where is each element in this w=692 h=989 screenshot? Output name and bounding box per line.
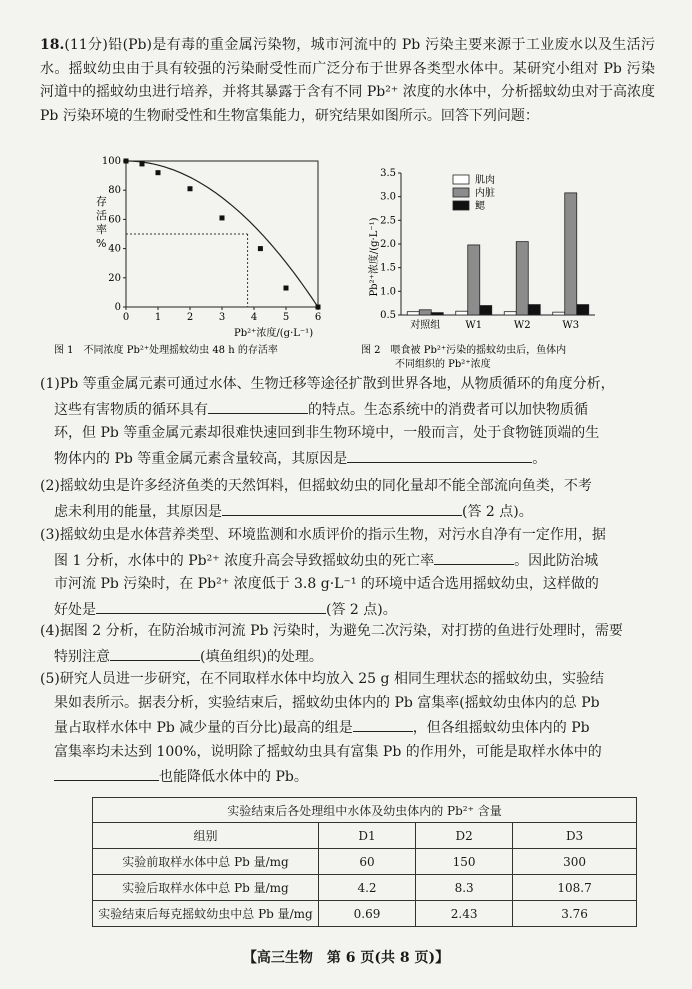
q3-text-f: (答 2 点)。 xyxy=(326,601,397,618)
q1-text-b: 这些有害物质的循环具有 xyxy=(54,401,208,418)
survival-rate-chart xyxy=(50,147,340,362)
fig2-caption-line1: 图 2 喂食被 Pb²⁺污染的摇蚊幼虫后，鱼体内 xyxy=(361,345,567,356)
q5-text-d: ，但各组摇蚊幼虫体内的 Pb xyxy=(412,720,590,736)
fig2-y-tick-label: 2.0 xyxy=(380,239,396,250)
fig2-ylabel: Pb²⁺浓度/(g·L⁻¹) xyxy=(369,217,380,297)
fig2-legend-label: 鳃 xyxy=(475,201,485,212)
q1-text-e: 物体内的 Pb 等重金属元素含量较高，其原因是 xyxy=(54,450,348,467)
fig1-ylabel-4: % xyxy=(96,237,107,250)
fig1-x-tick-label: 5 xyxy=(282,312,290,323)
q3-blank-2[interactable] xyxy=(96,597,326,614)
fig2-y-tick-label: 3.0 xyxy=(380,191,396,203)
table-cell: 0.69 xyxy=(319,901,416,927)
q3-text-e: 好处是 xyxy=(54,601,96,618)
fig1-x-tick-label: 3 xyxy=(218,312,226,323)
fig1-y-tick-label: 20 xyxy=(108,272,121,284)
q5-text-e: 富集率均未达到 100%，说明除了摇蚊幼虫具有富集 Pb 的作用外，可能是取样水体中的 xyxy=(54,743,602,760)
q5-blank-1[interactable] xyxy=(353,715,413,732)
table-header-cell: D1 xyxy=(319,823,416,849)
table-cell: 2.43 xyxy=(416,901,513,927)
fig1-data-point xyxy=(316,305,321,310)
q4-text-a: (4)据图 2 分析，在防治城市河流 Pb 污染时，为避免二次污染，对打捞的鱼进行处理时，需要 xyxy=(40,623,623,639)
table-cell: 8.3 xyxy=(416,875,513,901)
fig1-y-tick-label: 40 xyxy=(108,243,121,255)
fig1-x-tick-label: 0 xyxy=(122,312,130,323)
fig1-data-point xyxy=(124,159,129,164)
table-cell: 150 xyxy=(416,849,513,875)
q5-text-b: 果如表所示。据表分析，实验结束后，摇蚊幼虫体内的 Pb 富集率(摇蚊幼虫体内的总 Pb xyxy=(54,694,600,711)
fig2-category-label: W3 xyxy=(562,320,580,331)
fig1-y-tick-label: 100 xyxy=(101,156,121,167)
fig1-xlabel: Pb²⁺浓度/(g·L⁻¹) xyxy=(234,328,314,339)
fig1-y-tick-label: 60 xyxy=(108,214,121,226)
q3-text-b: 图 1 分析，水体中的 Pb²⁺ 浓度升高会导致摇蚊幼虫的死亡率 xyxy=(54,552,435,569)
fig1-x-tick-label: 6 xyxy=(314,312,322,323)
fig2-bar xyxy=(468,245,480,315)
q4-blank[interactable] xyxy=(110,644,200,661)
fig2-bar xyxy=(407,312,419,315)
table-cell: 60 xyxy=(319,849,416,875)
fig2-legend-label: 内脏 xyxy=(475,188,495,199)
table-cell: 实验后取样水体中总 Pb 量/mg xyxy=(93,875,319,901)
fig2-bar xyxy=(480,306,492,315)
q5-text-f: 也能降低水体中的 Pb。 xyxy=(159,769,308,785)
q3-text-a: (3)摇蚊幼虫是水体营养类型、环境监测和水质评价的指示生物，对污水自净有一定作用，据 xyxy=(40,527,606,543)
fig1-ylabel-3: 率 xyxy=(96,223,107,236)
fig1-data-point xyxy=(188,186,193,191)
question-number: 18. xyxy=(40,37,65,53)
fig2-category-label: 对照组 xyxy=(410,320,441,331)
q2-text-b: 虑未利用的能量，其原因是 xyxy=(54,503,222,520)
fig2-y-tick-label: 1.0 xyxy=(380,286,396,298)
fig2-legend-label: 肌肉 xyxy=(475,175,495,186)
fig1-x-tick-label: 2 xyxy=(186,312,194,323)
q4-text-c: (填鱼组织)的处理。 xyxy=(200,648,323,665)
table-cell: 实验前取样水体中总 Pb 量/mg xyxy=(93,849,319,875)
subquestion-3 xyxy=(40,524,655,622)
q1-blank-2[interactable] xyxy=(347,446,532,463)
table-cell: 300 xyxy=(513,849,637,875)
fig1-x-tick-label: 1 xyxy=(154,312,162,323)
fig2-bar xyxy=(431,313,443,315)
table-header-row xyxy=(93,823,637,849)
q3-blank-1[interactable] xyxy=(434,548,514,565)
fig1-data-point xyxy=(156,170,161,175)
q1-blank-1[interactable] xyxy=(208,397,308,414)
figure-1 xyxy=(50,147,340,362)
q5-blank-2[interactable] xyxy=(54,764,159,781)
q1-text-f: 。 xyxy=(532,450,547,467)
fig1-data-point xyxy=(140,161,145,166)
fig2-bar xyxy=(516,242,528,315)
fig2-bar xyxy=(456,311,468,315)
fig1-data-point xyxy=(220,215,225,220)
page-footer: 【高三生物 第 6 页(共 8 页)】 xyxy=(242,950,450,966)
q1-text-d: 环，但 Pb 等重金属元素却很难快速回到非生物环境中，一般而言，处于食物链顶端的生 xyxy=(54,425,600,441)
q3-text-c: 。因此防治城 xyxy=(514,552,599,569)
q5-text-c: 量占取样水体中 Pb 减少量的百分比)最高的组是 xyxy=(54,720,353,736)
fig1-caption: 图 1 不同浓度 Pb²⁺处理摇蚊幼虫 48 h 的存活率 xyxy=(54,345,278,356)
fig2-legend-swatch xyxy=(453,201,469,210)
fig2-caption-line2: 不同组织的 Pb²⁺浓度 xyxy=(395,359,491,370)
fish-tissue-pb-chart xyxy=(355,157,615,372)
q1-text-c: 的特点。生态系统中的消费者可以加快物质循 xyxy=(308,401,588,418)
fig2-bar xyxy=(553,312,565,315)
fig2-bar xyxy=(565,193,577,315)
results-table xyxy=(92,797,637,927)
fig2-category-label: W1 xyxy=(465,320,483,331)
table-cell: 3.76 xyxy=(513,901,637,927)
subquestion-4 xyxy=(40,620,655,669)
subquestion-1 xyxy=(40,373,655,471)
fig1-y-tick-label: 80 xyxy=(108,185,121,197)
fig2-legend-swatch xyxy=(453,175,469,184)
table-header-cell: 组别 xyxy=(93,823,319,849)
fig1-data-point xyxy=(258,246,263,251)
table-header-cell: D3 xyxy=(513,823,637,849)
fig2-bar xyxy=(577,305,589,315)
fig2-bar xyxy=(528,305,540,315)
table-cell: 4.2 xyxy=(319,875,416,901)
question-18-stem xyxy=(40,34,655,128)
fig2-category-label: W2 xyxy=(513,320,531,331)
fig2-legend-swatch xyxy=(453,188,469,197)
q2-text-a: (2)摇蚊幼虫是许多经济鱼类的天然饵料，但摇蚊幼虫的同化量却不能全部流向鱼类，不考 xyxy=(40,478,592,494)
table-title: 实验结束后各处理组中水体及幼虫体内的 Pb²⁺ 含量 xyxy=(93,798,637,823)
fig2-y-tick-label: 0.5 xyxy=(380,310,396,321)
subquestion-5 xyxy=(40,668,655,790)
fig1-x-tick-label: 4 xyxy=(250,312,258,323)
table-header-cell: D2 xyxy=(416,823,513,849)
table-cell: 108.7 xyxy=(513,875,637,901)
fig1-ylabel-2: 活 xyxy=(96,209,107,222)
table-row xyxy=(93,901,637,927)
q5-text-a: (5)研究人员进一步研究，在不同取样水体中均放入 25 g 相同生理状态的摇蚊幼虫，实验结 xyxy=(40,671,604,687)
q1-text-a: (1)Pb 等重金属元素可通过水体、生物迁移等途径扩散到世界各地，从物质循环的角度分析， xyxy=(40,376,615,392)
table-cell: 实验结束后每克摇蚊幼虫中总 Pb 量/mg xyxy=(93,901,319,927)
fig2-bar xyxy=(504,312,516,315)
question-intro: (11分)铅(Pb)是有毒的重金属污染物，城市河流中的 Pb 污染主要来源于工业废水以及生活污水。摇蚊幼虫由于具有较强的污染耐受性而广泛分布于世界各类型水体中。某研究小组对 Pb 污染河道中的摇蚊幼虫进行培养，并将其暴露于含有不同 Pb²⁺ 浓度的水体中，分析摇蚊幼虫对于高浓度 Pb 污染环境的生物耐受性和生物富集能力，研究结果如图所示。回答下列问题： xyxy=(40,37,655,124)
fig1-data-point xyxy=(284,286,289,291)
fig2-y-tick-label: 2.5 xyxy=(380,215,396,227)
table-row xyxy=(93,875,637,901)
q3-text-d: 市河流 Pb 污染时，在 Pb²⁺ 浓度低于 3.8 g·L⁻¹ 的环境中适合选用摇蚊幼虫，这样做的 xyxy=(54,576,599,592)
fig2-y-tick-label: 3.5 xyxy=(380,168,396,179)
fig2-y-tick-label: 1.5 xyxy=(380,262,396,274)
fig2-bar xyxy=(419,310,431,315)
fig1-y-tick-label: 0 xyxy=(114,302,121,313)
table-row xyxy=(93,849,637,875)
figure-2 xyxy=(355,157,615,372)
q4-text-b: 特别注意 xyxy=(54,648,110,665)
fig1-ylabel-1: 存 xyxy=(96,195,107,208)
q2-text-c: (答 2 点)。 xyxy=(462,503,533,520)
subquestion-2 xyxy=(40,475,655,524)
q2-blank[interactable] xyxy=(222,499,462,516)
